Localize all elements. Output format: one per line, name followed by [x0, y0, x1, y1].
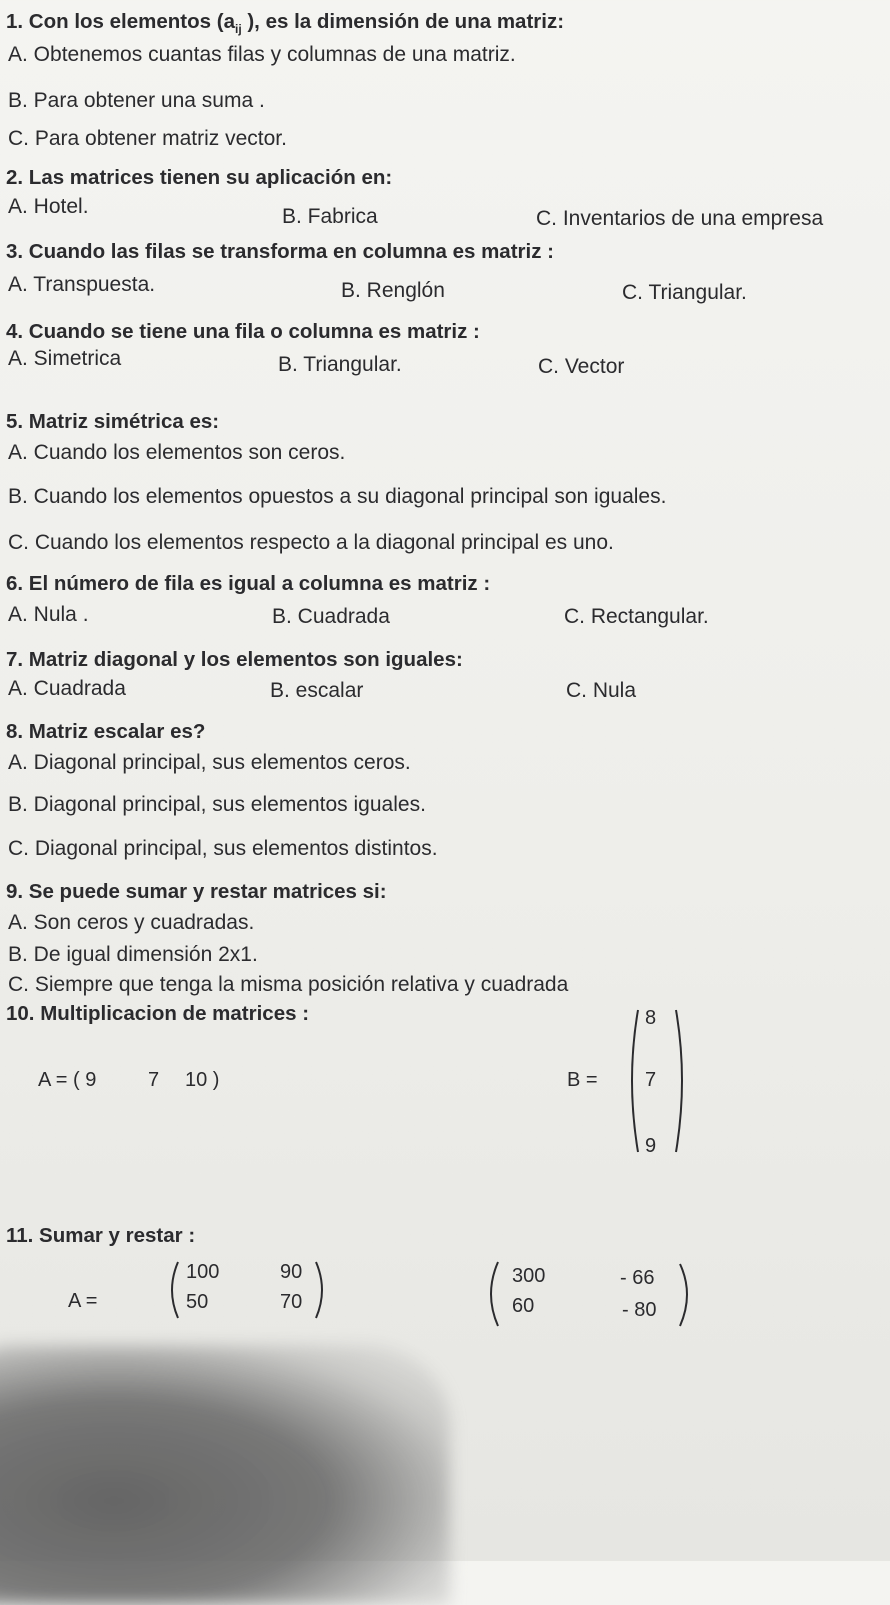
question-3-option-b: B. Renglón	[341, 279, 445, 302]
question-1-prompt-end: ), es la dimensión de una matriz:	[241, 10, 565, 33]
question-8-prompt: 8. Matriz escalar es?	[6, 720, 206, 743]
matrix-b-cell: 300	[512, 1265, 546, 1287]
hand-shadow	[0, 1345, 450, 1605]
question-4-option-c: C. Vector	[538, 355, 625, 378]
question-9-option-b: B. De igual dimensión 2x1.	[8, 943, 258, 966]
matrix-b-cell: - 80	[622, 1299, 657, 1321]
question-6-option-c: C. Rectangular.	[564, 605, 709, 628]
matrix-a-cell: 100	[186, 1261, 220, 1283]
question-3-option-c: C. Triangular.	[622, 281, 747, 304]
question-1-prompt	[6, 12, 564, 35]
question-2-prompt: 2. Las matrices tienen su aplicación en:	[6, 166, 393, 189]
question-9-option-c: C. Siempre que tenga la misma posición relativa y cuadrada	[8, 973, 569, 996]
question-4-option-a: A. Simetrica	[8, 347, 122, 370]
question-7-prompt: 7. Matriz diagonal y los elementos son iguales:	[6, 648, 463, 671]
question-4-option-b: B. Triangular.	[278, 353, 402, 376]
question-11-prompt: 11. Sumar y restar :	[6, 1224, 196, 1247]
question-5-option-b: B. Cuando los elementos opuestos a su diagonal principal son iguales.	[8, 485, 667, 508]
matrix-a-row-label: A = ( 9	[38, 1069, 97, 1091]
matrix-a-label: A =	[68, 1290, 98, 1312]
question-10-prompt: 10. Multiplicacion de matrices :	[6, 1002, 310, 1025]
question-2-option-a: A. Hotel.	[8, 195, 89, 218]
matrix-a-cell: 90	[280, 1261, 303, 1283]
subscript-ij: ij	[234, 22, 242, 37]
question-1-option-a: A. Obtenemos cuantas filas y columnas de una matriz.	[8, 43, 516, 66]
question-7-option-a: A. Cuadrada	[8, 677, 126, 700]
matrix-a-cell: 70	[280, 1291, 303, 1313]
matrix-a-value-2: 7	[148, 1069, 160, 1091]
question-5-option-c: C. Cuando los elementos respecto a la diagonal principal es uno.	[8, 531, 614, 554]
matrix-a-value-3: 10 )	[185, 1069, 220, 1091]
question-9-prompt: 9. Se puede sumar y restar matrices si:	[6, 880, 387, 903]
matrix-b-brackets	[622, 1000, 692, 1160]
question-2-option-b: B. Fabrica	[282, 205, 378, 228]
matrix-b-cell: 60	[512, 1295, 535, 1317]
question-1-option-c: C. Para obtener matriz vector.	[8, 127, 287, 150]
question-7-option-c: C. Nula	[566, 679, 637, 702]
question-9-option-a: A. Son ceros y cuadradas.	[8, 911, 255, 934]
question-5-prompt: 5. Matriz simétrica es:	[6, 410, 220, 433]
question-7-option-b: B. escalar	[270, 679, 364, 702]
matrix-b-cell: - 66	[620, 1267, 655, 1289]
question-8-option-b: B. Diagonal principal, sus elementos iguales.	[8, 793, 426, 816]
question-8-option-a: A. Diagonal principal, sus elementos ceros.	[8, 751, 411, 774]
matrix-b-value: 9	[645, 1135, 657, 1157]
question-8-option-c: C. Diagonal principal, sus elementos distintos.	[8, 837, 438, 860]
question-4-prompt: 4. Cuando se tiene una fila o columna es matriz :	[6, 320, 480, 343]
question-1-option-b: B. Para obtener una suma .	[8, 89, 265, 112]
question-6-prompt: 6. El número de fila es igual a columna es matriz :	[6, 572, 491, 595]
question-6-option-a: A. Nula .	[8, 603, 89, 626]
question-2-option-c: C. Inventarios de una empresa	[536, 207, 824, 230]
matrix-b-value: 7	[645, 1069, 657, 1091]
question-3-prompt: 3. Cuando las filas se transforma en columna es matriz :	[6, 240, 554, 263]
matrix-b-label: B =	[567, 1069, 598, 1091]
question-1-prompt-start: 1. Con los elementos (a	[6, 10, 235, 33]
matrix-a-cell: 50	[186, 1291, 209, 1313]
matrix-b-value: 8	[645, 1007, 657, 1029]
question-6-option-b: B. Cuadrada	[272, 605, 390, 628]
question-3-option-a: A. Transpuesta.	[8, 273, 156, 296]
question-5-option-a: A. Cuando los elementos son ceros.	[8, 441, 346, 464]
